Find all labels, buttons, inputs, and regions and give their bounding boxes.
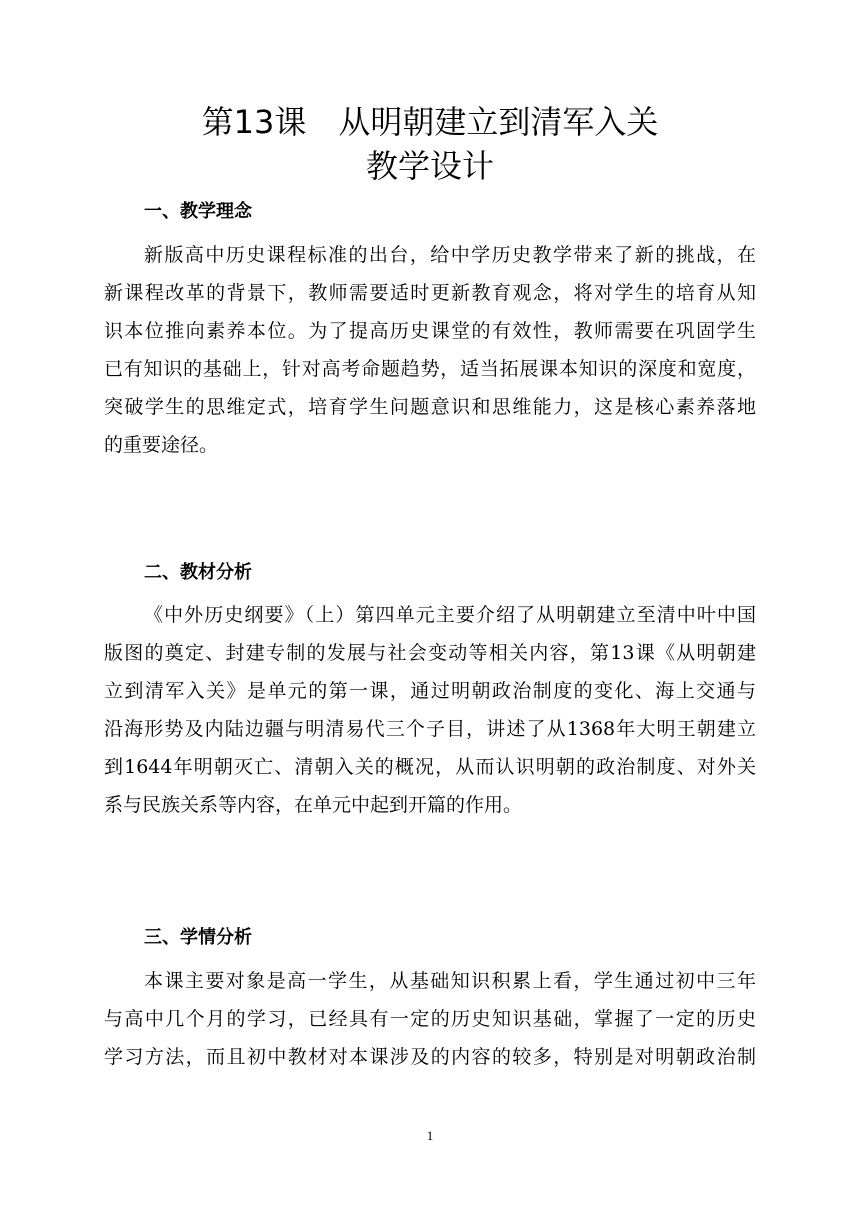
section-body-textbook-analysis xyxy=(104,596,756,824)
text-line: 与高中几个月的学习，已经具有一定的历史知识基础，掌握了一定的历史 xyxy=(104,1008,756,1030)
text-line: 新版高中历史课程标准的出台，给中学历史教学带来了新的挑战，在 xyxy=(144,244,756,266)
text-line: 到1644年明朝灭亡、清朝入关的概况，从而认识明朝的政治制度、对外关 xyxy=(104,756,756,778)
section-heading-student-analysis: 三、学情分析 xyxy=(144,927,252,948)
text-line: 突破学生的思维定式，培育学生问题意识和思维能力，这是核心素养落地 xyxy=(104,396,756,418)
text-line: 本课主要对象是高一学生，从基础知识积累上看，学生通过初中三年 xyxy=(144,970,756,992)
text-line: 已有知识的基础上，针对高考命题趋势，适当拓展课本知识的深度和宽度， xyxy=(104,358,756,380)
text-line: 识本位推向素养本位。为了提高历史课堂的有效性，教师需要在巩固学生 xyxy=(104,320,756,342)
section-body-teaching-philosophy xyxy=(104,236,756,464)
section-heading-textbook-analysis: 二、教材分析 xyxy=(144,562,252,583)
document-subtitle: 教学设计 xyxy=(365,147,494,185)
text-line: 新课程改革的背景下，教师需要适时更新教育观念，将对学生的培育从知 xyxy=(104,282,756,304)
section-body-student-analysis xyxy=(104,962,756,1076)
text-line: 的重要途径。 xyxy=(104,434,219,456)
text-line: 系与民族关系等内容，在单元中起到开篇的作用。 xyxy=(104,794,523,816)
text-line: 立到清军入关》是单元的第一课，通过明朝政治制度的变化、海上交通与 xyxy=(104,680,756,702)
page-number: 1 xyxy=(426,1128,434,1143)
text-line: 《中外历史纲要》（上）第四单元主要介绍了从明朝建立至清中叶中国 xyxy=(144,604,756,626)
section-heading-teaching-philosophy: 一、教学理念 xyxy=(144,201,252,222)
text-line: 沿海形势及内陆边疆与明清易代三个子目，讲述了从1368年大明王朝建立 xyxy=(104,718,756,740)
document-title: 第13课 从明朝建立到清军入关 xyxy=(201,103,659,141)
text-line: 版图的奠定、封建专制的发展与社会变动等相关内容，第13课《从明朝建 xyxy=(104,642,756,664)
text-line: 学习方法，而且初中教材对本课涉及的内容的较多，特别是对明朝政治制 xyxy=(104,1046,756,1068)
